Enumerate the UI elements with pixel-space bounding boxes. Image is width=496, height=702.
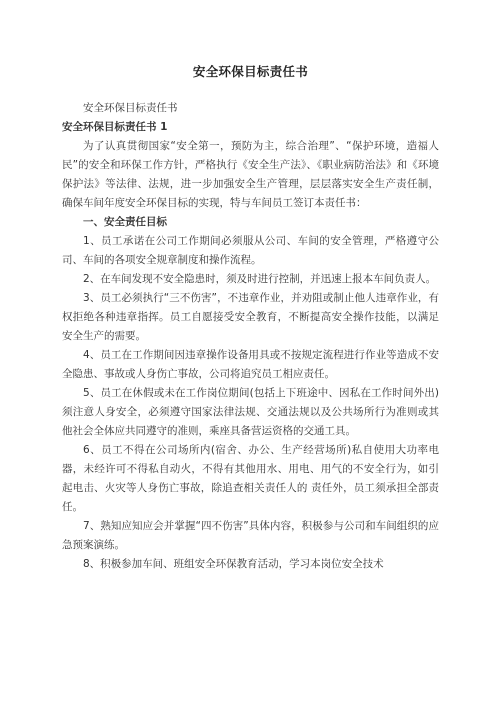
- document-heading: 安全环保目标责任书 1: [62, 121, 168, 133]
- list-item: 8、积极参加车间、班组安全环保教育活动，学习本岗位安全技术: [83, 558, 384, 570]
- intro-paragraph: 为了认真贯彻国家“安全第一，预防为主，综合治理”、“保护环境，造福人民”的安全和环保工作方针，严格执行《安全生产法》、《职业病防治法》和《环境保护法》等法律、法规，进一步加强安全生产管理，层层落实安全生产责任制，确保车间年度安全环保目标的实现，特与车间员工签订本责任书：: [62, 140, 439, 209]
- list-item: 1、员工承诺在公司工作期间必须服从公司、车间的安全管理，严格遵守公司、车间的各项安全规章制度和操作流程。: [62, 235, 439, 266]
- list-item: 3、员工必须执行“三不伤害”，不违章作业，并劝阻或制止他人违章作业，有权拒绝各种违章指挥。员工自愿接受安全教育，不断提高安全操作技能，以满足安全生产的需要。: [62, 292, 439, 342]
- list-item: 4、员工在工作期间因违章操作设备用具或不按规定流程进行作业等造成不安全隐患、事故或人身伤亡事故，公司将追究员工相应责任。: [62, 349, 439, 380]
- list-item: 5、员工在休假或未在工作岗位期间(包括上下班途中、因私在工作时间外出)须注意人身安全，必须遵守国家法律法规、交通法规以及公共场所行为准则或其他社会全体应共同遵守的准则，乘座具备营运资格的交通工具。: [62, 387, 439, 437]
- section-heading: 一、安全责任目标: [83, 216, 167, 228]
- list-item: 2、在车间发现不安全隐患时，须及时进行控制，并迅速上报本车间负责人。: [83, 273, 437, 285]
- document-subtitle: 安全环保目标责任书: [83, 102, 178, 114]
- list-item: 6、员工不得在公司场所内(宿舍、办公、生产经营场所)私自使用大功率电器，未经许可不得私自动火，不得有其他用水、用电、用气的不安全行为，如引起电击、火灾等人身伤亡事故，除追查相关责任人的 责任外，员工须承担全部责任。: [62, 444, 439, 513]
- document-title: 安全环保目标责任书: [192, 64, 309, 79]
- list-item: 7、熟知应知应会并掌握“四不伤害”具体内容，积极参与公司和车间组织的应急预案演练。: [62, 520, 439, 551]
